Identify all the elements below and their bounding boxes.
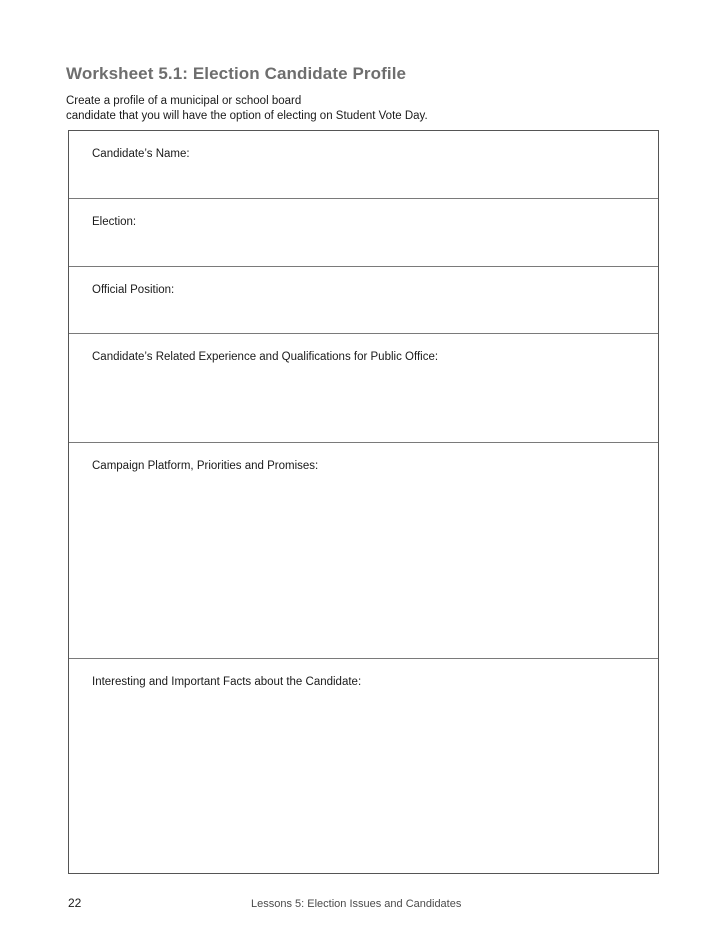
candidate-name-field[interactable]	[69, 131, 658, 199]
footer-lesson-title: Lessons 5: Election Issues and Candidates	[251, 898, 462, 910]
campaign-platform-field[interactable]	[69, 443, 658, 659]
campaign-platform-label: Campaign Platform, Priorities and Promises:	[92, 460, 319, 472]
worksheet-instructions	[66, 94, 428, 124]
instructions-line-2: candidate that you will have the option of electing on Student Vote Day.	[66, 110, 428, 122]
candidate-name-label: Candidate’s Name:	[92, 148, 190, 160]
worksheet-title: Worksheet 5.1: Election Candidate Profile	[66, 64, 407, 83]
candidate-profile-form	[68, 130, 659, 874]
election-field[interactable]	[69, 199, 658, 267]
official-position-field[interactable]	[69, 267, 658, 334]
candidate-facts-field[interactable]	[69, 659, 658, 873]
experience-qualifications-label: Candidate’s Related Experience and Qualifications for Public Office:	[92, 351, 439, 363]
experience-qualifications-field[interactable]	[69, 334, 658, 443]
page-number: 22	[68, 896, 82, 910]
official-position-label: Official Position:	[92, 284, 175, 296]
instructions-line-1: Create a profile of a municipal or school board	[66, 95, 302, 107]
election-label: Election:	[92, 216, 137, 228]
candidate-facts-label: Interesting and Important Facts about the Candidate:	[92, 676, 362, 688]
